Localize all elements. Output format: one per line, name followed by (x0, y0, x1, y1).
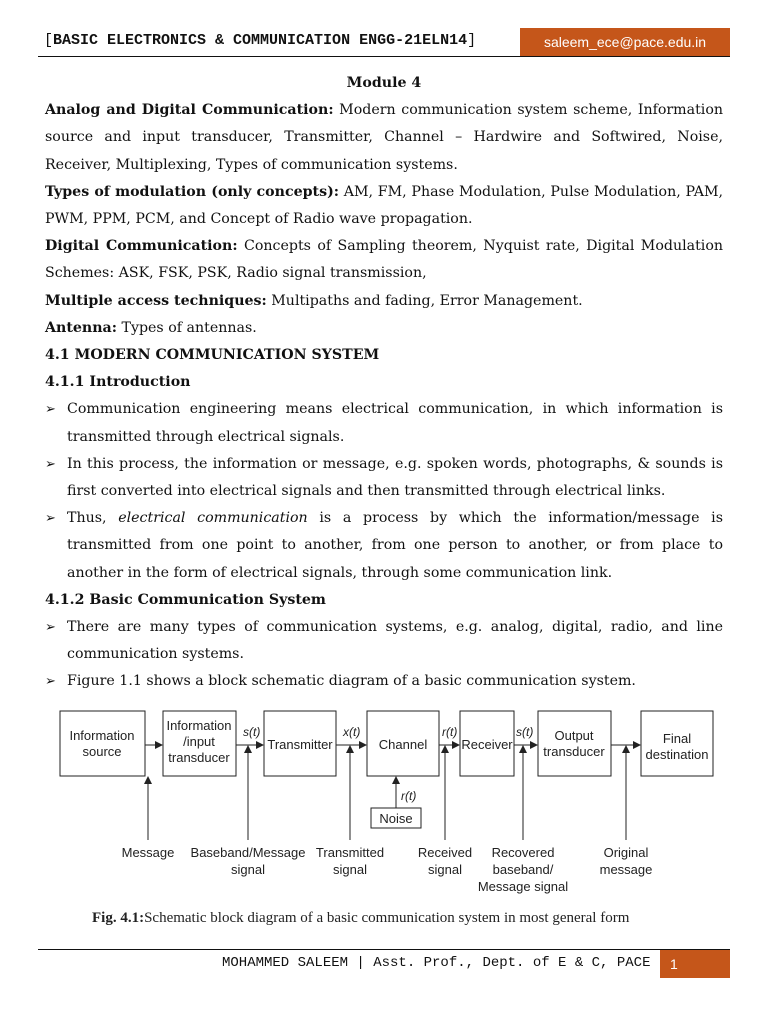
header-email-badge[interactable]: saleem_ece@pace.edu.in (520, 28, 730, 56)
syllabus-text: Types of antennas. (116, 319, 257, 336)
document-body (45, 70, 723, 696)
syllabus-analog-digital (45, 97, 723, 179)
block-label: destination (645, 747, 709, 762)
bullet-text-pre: Thus, (67, 510, 119, 527)
signal-caption: signal (428, 862, 462, 877)
signal-caption: Baseband/Message (190, 845, 306, 860)
bullet-text: Communication engineering means electrical communication, in which information is transmitted through electrical signals. (67, 401, 723, 445)
block-label: Noise (379, 811, 413, 826)
header-course-title: BASIC ELECTRONICS & COMMUNICATION ENGG-21ELN14 (53, 32, 468, 49)
signal-caption: baseband/ (492, 862, 554, 877)
syllabus-antenna (45, 315, 723, 342)
signal-caption: Transmitted (315, 845, 385, 860)
signal-caption: message (599, 862, 653, 877)
block-label: Transmitter (267, 737, 333, 752)
block-label: Information (166, 718, 232, 733)
footer-divider (38, 949, 730, 950)
signal-caption: Original (603, 845, 649, 860)
arrow-bullet-icon: ➢ (45, 674, 56, 690)
block-label: Final (662, 731, 692, 746)
list-item (45, 668, 723, 695)
header-bracket-open: [ (44, 32, 54, 49)
figure-caption-label: Fig. 4.1: (92, 910, 145, 926)
syllabus-label: Multiple access techniques: (45, 292, 267, 309)
syllabus-text: AM, FM, Phase Modulation, Pulse Modulation, PAM, PWM, PPM, PCM, and Concept of Radio wave propagation. (45, 183, 723, 228)
block-label: transducer (168, 750, 230, 765)
svg-text:Originalmessage (600, 845, 653, 877)
svg-text:Baseband/Messagesignal (191, 845, 306, 877)
arrow-bullet-icon: ➢ (45, 620, 56, 636)
signal-caption: Received (417, 845, 473, 860)
syllabus-text: Multipaths and fading, Error Management. (266, 292, 583, 309)
arrow-bullet-icon: ➢ (45, 402, 56, 418)
arrow-bullet-icon: ➢ (45, 511, 56, 527)
bullet-text: Figure 1.1 shows a block schematic diagram of a basic communication system. (67, 673, 636, 690)
bullet-text: In this process, the information or message, e.g. spoken words, photographs, & sounds is first converted into electrical signals and then transmitted through electrical links. (67, 455, 723, 500)
block-label: Output (554, 728, 594, 743)
list-item (45, 451, 723, 505)
signal-label: r(t) (401, 789, 417, 803)
syllabus-multiple-access (45, 288, 723, 315)
module-title: Module 4 (346, 75, 422, 91)
list-item (45, 614, 723, 668)
bullet-emphasis: electrical communication (118, 510, 308, 527)
syllabus-label: Analog and Digital Communication: (45, 102, 334, 119)
block-label: transducer (543, 744, 605, 759)
section-heading-4-1-2: 4.1.2 Basic Communication System (45, 591, 326, 608)
block-label: /input (183, 734, 215, 749)
block-label: Information (69, 728, 135, 743)
syllabus-label: Types of modulation (only concepts): (45, 183, 340, 200)
signal-caption: Message signal (477, 879, 569, 894)
block-label: Channel (378, 737, 428, 752)
communication-block-diagram (45, 702, 725, 902)
header-title (44, 32, 476, 49)
syllabus-text: Concepts of Sampling theorem, Nyquist rate, Digital Modulation Schemes: ASK, FSK, PSK, Radio signal transmission, (45, 238, 723, 282)
section-heading-4-1-1: 4.1.1 Introduction (45, 374, 191, 391)
bullet-text: There are many types of communication systems, e.g. analog, digital, radio, and line communication systems. (67, 619, 723, 663)
basic-bullet-list (45, 614, 723, 696)
signal-label: r(t) (442, 725, 458, 739)
intro-bullet-list (45, 396, 723, 586)
list-item (45, 505, 723, 587)
syllabus-digital (45, 233, 723, 287)
signal-caption: signal (333, 862, 367, 877)
syllabus-modulation (45, 179, 723, 233)
svg-text:Recoveredbaseband/Message sign (478, 845, 568, 894)
list-item (45, 396, 723, 450)
svg-text:Receivedsignal (418, 845, 472, 877)
page-number-badge: 1 (660, 950, 730, 978)
signal-label: s(t) (516, 725, 534, 739)
header-bracket-close: ] (467, 32, 477, 49)
signal-label: x(t) (343, 725, 361, 739)
section-heading-4-1: 4.1 MODERN COMMUNICATION SYSTEM (45, 347, 380, 364)
block-label: source (82, 744, 122, 759)
figure-caption-text: Schematic block diagram of a basic communication system in most general form (144, 910, 630, 926)
signal-caption: signal (231, 862, 265, 877)
signal-caption: Recovered (491, 845, 555, 860)
arrow-bullet-icon: ➢ (45, 456, 56, 472)
bullet-text-post: is a process by which the information/message is transmitted from one point to another, from one person to another, or from place to another in the form of electrical signals, through some communication link. (67, 510, 723, 581)
syllabus-text: Modern communication system scheme, Information source and input transducer, Transmitter, Channel – Hardwire and Softwired, Noise, Receiver, Multiplexing, Types of communication systems. (45, 102, 723, 173)
syllabus-label: Antenna: (45, 319, 117, 336)
footer-author: MOHAMMED SALEEM | Asst. Prof., Dept. of E & C, PACE (222, 955, 651, 971)
figure-caption (92, 910, 629, 927)
signal-label: s(t) (243, 725, 261, 739)
signal-caption: Message (121, 845, 175, 860)
svg-text:Transmittedsignal (316, 845, 384, 877)
header-divider (38, 56, 730, 57)
block-label: Receiver (461, 737, 513, 752)
syllabus-label: Digital Communication: (45, 238, 238, 255)
